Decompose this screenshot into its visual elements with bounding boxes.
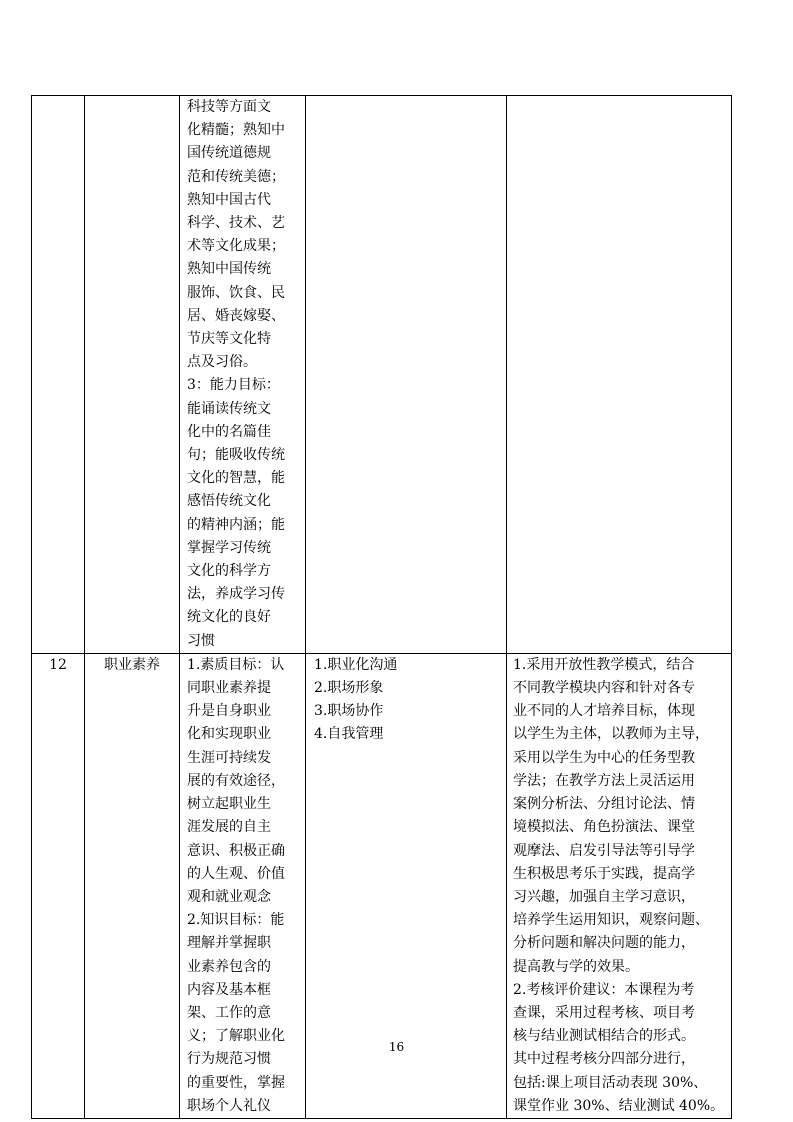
- course-name-cell: 职业素养: [85, 653, 180, 1118]
- course-content-text: 1.职业化沟通 2.职场形象 3.职场协作 4.自我管理: [314, 656, 398, 743]
- table-row: [32, 96, 732, 654]
- page-number: 16: [388, 1040, 405, 1054]
- course-table: [31, 95, 732, 1119]
- course-number-cell: 12: [32, 653, 85, 1118]
- course-goals-text: 1.素质目标：认 同职业素养提 升是自身职业 化和实现职业 生涯可持续发 展的有效途径， 树立起职业生 涯发展的自主 意识、积极正确 的人生观、价值 观和就业观念 2.知识目标：能 理解并掌握职 业素养包含的 内容及基本框 架、工作的意 义；了解职业化 行为规范习惯 的重要性，掌握 职场个人礼仪: [187, 656, 285, 1114]
- course-goals-text: 科技等方面文 化精髓；熟知中 国传统道德规 范和传统美德； 熟知中国古代 科学、技术、艺 术等文化成果； 熟知中国传统 服饰、饮食、民 居、婚丧嫁娶、 节庆等文化特 点及习俗。 3：能力目标： 能诵读传统文 化中的名篇佳 句；能吸收传统 文化的智慧，能 感悟传统文化 的精神内涵；能 掌握学习传统 文化的科学方 法，养成学习传 统文化的良好 习惯: [187, 99, 285, 649]
- teaching-requirements-cell: [507, 96, 732, 654]
- teaching-requirements-text: 1.采用开放性教学模式，结合 不同教学模块内容和针对各专 业不同的人才培养目标，体现 以学生为主体，以教师为主导， 采用以学生为中心的任务型教 学法；在教学方法上灵活运用 案例分析法、分组讨论法、情 境模拟法、角色扮演法、课堂 观摩法、启发引导法等引导学 生积极思考乐于实践，提高学 习兴趣，加强自主学习意识， 培养学生运用知识，观察问题、 分析问题和解决问题的能力， 提高教与学的效果。 2.考核评价建议：本课程为考 查课，采用过程考核、项目考 核与结业测试相结合的形式。 其中过程考核分四部分进行， 包括:课上项目活动表现 30%、 课堂作业 30%、结业测试 40%。: [513, 656, 725, 1114]
- course-goals-cell: [180, 96, 306, 654]
- course-name-cell: [85, 96, 180, 654]
- course-number-cell: [32, 96, 85, 654]
- course-content-cell: [306, 96, 507, 654]
